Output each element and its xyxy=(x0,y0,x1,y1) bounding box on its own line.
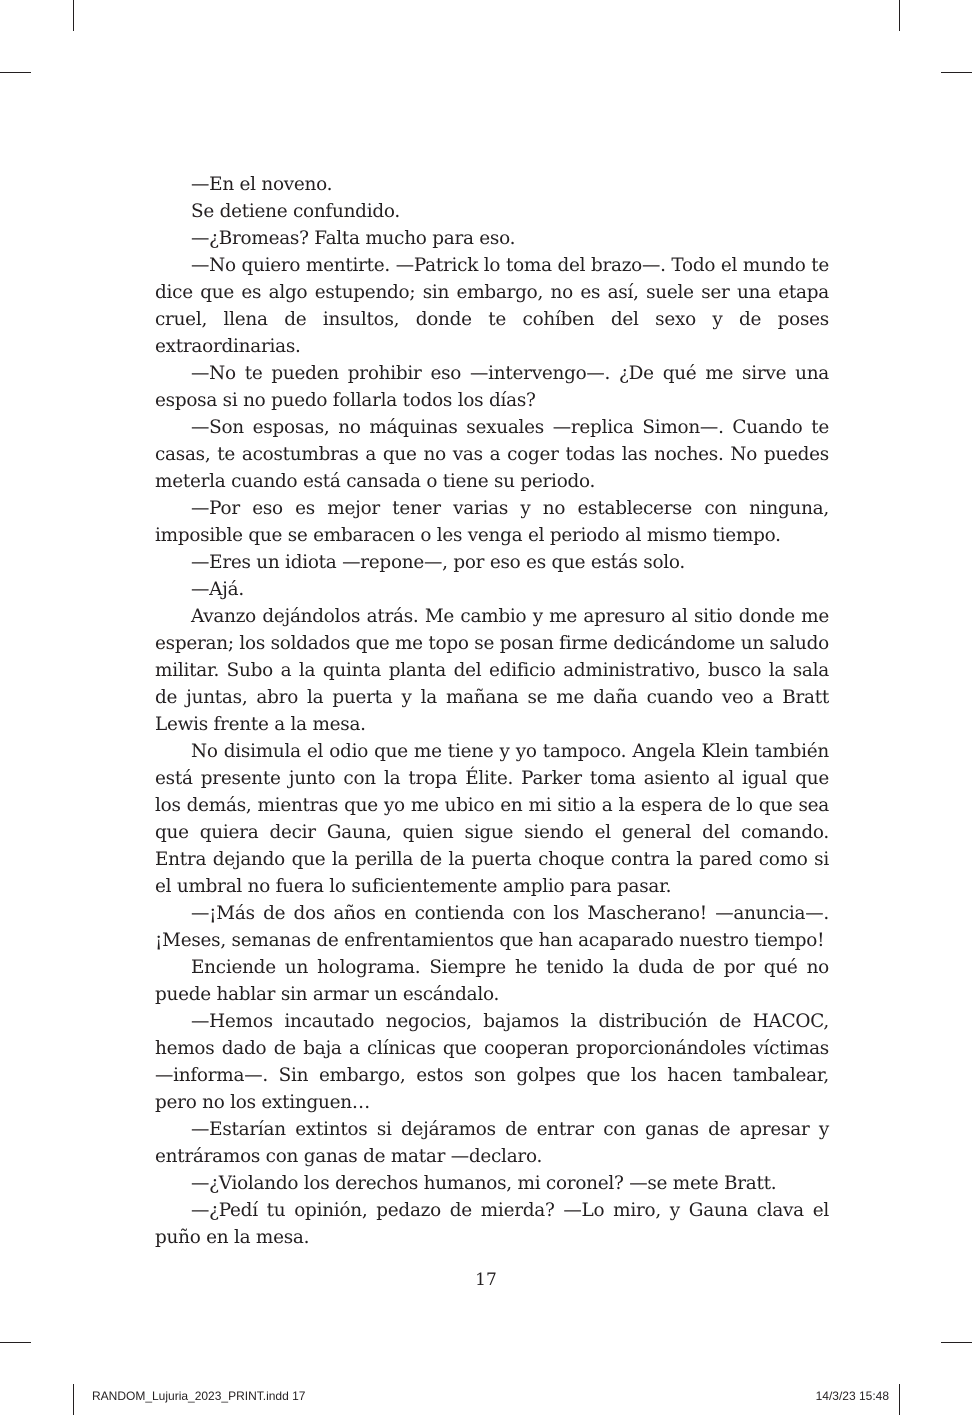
paragraph: Se detiene confundido. xyxy=(191,201,400,222)
paragraph: —En el noveno. xyxy=(191,174,333,195)
paragraph: —Estarían extintos si dejáramos de entrar con ganas de apresar y entráramos con ganas de matar —declaro. xyxy=(155,1119,829,1167)
slug-filename: RANDOM_Lujuria_2023_PRINT.indd 17 xyxy=(92,1389,306,1403)
paragraph: —¿Violando los derechos humanos, mi coronel? —se mete Bratt. xyxy=(191,1173,777,1194)
paragraph: —No te pueden prohibir eso —intervengo—. ¿De qué me sirve una esposa si no puedo follarla todos los días? xyxy=(155,363,829,411)
paragraph: —Ajá. xyxy=(191,579,244,600)
paragraph: —Eres un idiota —repone—, por eso es que estás solo. xyxy=(191,552,686,573)
paragraph: —Por eso es mejor tener varias y no establecerse con ninguna, imposible que se embaracen o les venga el periodo al mismo tiempo. xyxy=(155,498,829,546)
paragraph: —¿Bromeas? Falta mucho para eso. xyxy=(191,228,516,249)
page-number: 17 xyxy=(475,1270,497,1290)
crop-mark-top-right xyxy=(899,0,900,31)
crop-mark-bottom-left xyxy=(73,1384,74,1415)
paragraph: —Son esposas, no máquinas sexuales —replica Simon—. Cuando te casas, te acostumbras a que no vas a coger todas las noches. No puedes meterla cuando está cansada o tiene su periodo. xyxy=(155,417,829,492)
slug-timestamp: 14/3/23 15:48 xyxy=(815,1389,889,1403)
crop-mark-right-bottom xyxy=(941,1342,972,1343)
paragraph: Avanzo dejándolos atrás. Me cambio y me apresuro al sitio donde me esperan; los soldados que me topo se posan firme dedicándome un saludo militar. Subo a la quinta planta del edificio administrativo, busco la sala de juntas, abro la puerta y la mañana se me daña cuando veo a Bratt Lewis frente a la mesa. xyxy=(155,606,829,735)
crop-mark-bottom-right xyxy=(899,1384,900,1415)
paragraph: —No quiero mentirte. —Patrick lo toma del brazo—. Todo el mundo te dice que es algo estupendo; sin embargo, no es así, suele ser una etapa cruel, llena de insultos, donde te cohíben del sexo y de poses extraordinarias. xyxy=(155,255,829,357)
crop-mark-top-left xyxy=(73,0,74,31)
paragraph: —¿Pedí tu opinión, pedazo de mierda? —Lo miro, y Gauna clava el puño en la mesa. xyxy=(155,1200,829,1248)
paragraph: —¡Más de dos años en contienda con los Mascherano! —anuncia—. ¡Meses, semanas de enfrentamientos que han acaparado nuestro tiempo! xyxy=(155,903,829,951)
paragraph: Enciende un holograma. Siempre he tenido la duda de por qué no puede hablar sin armar un escándalo. xyxy=(155,957,829,1005)
crop-mark-left-bottom xyxy=(0,1342,31,1343)
paragraph: No disimula el odio que me tiene y yo tampoco. Angela Klein también está presente junto con la tropa Élite. Parker toma asiento al igual que los demás, mientras que yo me ubico en mi sitio a la espera de lo que sea que quiera decir Gauna, quien sigue siendo el general del comando. Entra dejando que la perilla de la puerta choque contra la pared como si el umbral no fuera lo suficientemente amplio para pasar. xyxy=(155,741,829,897)
crop-mark-left-top xyxy=(0,72,31,73)
paragraph: —Hemos incautado negocios, bajamos la distribución de HACOC, hemos dado de baja a clínicas que cooperan proporcionándoles víctimas —informa—. Sin embargo, estos son golpes que los hacen tambalear, pero no los extinguen… xyxy=(155,1011,829,1113)
crop-mark-right-top xyxy=(941,72,972,73)
body-text xyxy=(155,171,829,1251)
